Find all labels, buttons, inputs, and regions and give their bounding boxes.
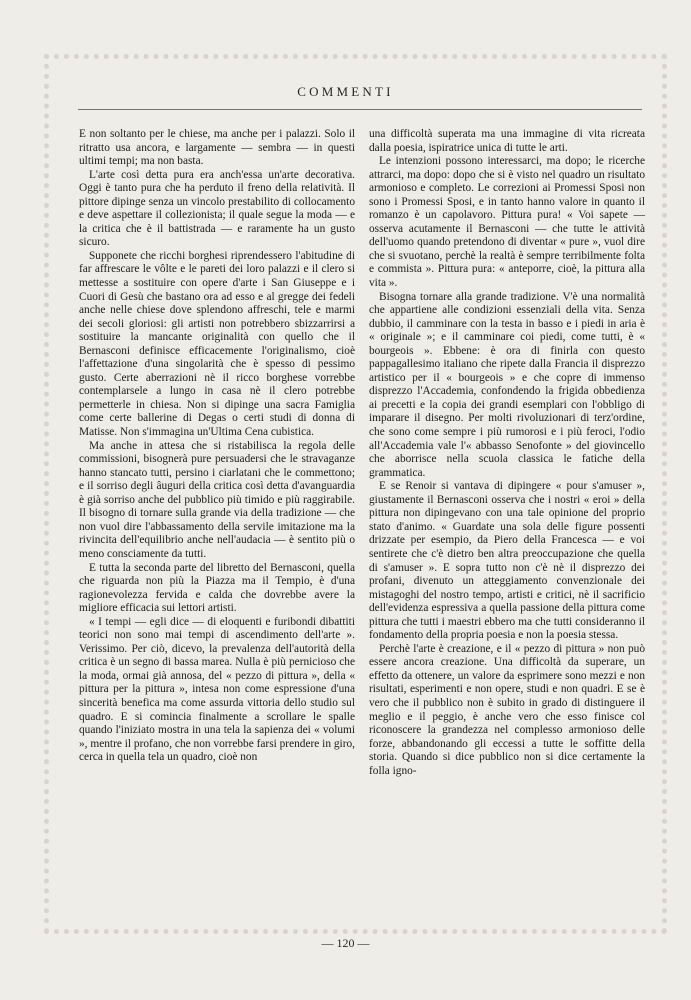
paragraph: Supponete che ricchi borghesi riprendessero l'abitudine di far affrescare le vôlte e le pareti dei loro palazzi e il clero si mettesse a sostituire con opere d'arte i San Giuseppe e i Cuori di Gesù che bastano ora ad esso e al gregge dei fedeli anche nelle chiese dove splendono affreschi, tele e marmi dei secoli gloriosi: gli artisti non potrebbero sbizzarrirsi a sostituire la mancante originalità con quello che il Bernasconi definisce efficacemente l'originalismo, cioè l'affettazione d'una singolarità che è spesso di pessimo gusto. Certe aberrazioni nè il ricco borghese vorrebbe contemplarsele a lungo in casa nè il clero potrebbe permetterle in chiesa. Non si dipinge una sacra Famiglia come certe ballerine di Degas o certi studi di donna di Matisse. Non s'immagina un'Ultima Cena cubistica.	[79, 249, 355, 439]
paragraph: Bisogna tornare alla grande tradizione. V'è una normalità che appartiene alle condizioni essenziali della vita. Senza dubbio, il camminare con la testa in basso e i piedi in aria è « originale »; e il camminare coi piedi, come tutti, è « bourgeois ». Ebbene: è ora di finirla con questo pappagallesimo italiano che ripete dalla Francia il disprezzo artistico per il « bourgeois » e che copre di immenso disprezzo l'Accademia, confondendo la frigida obbedienza ai precetti e la copia dei grandi esemplari con l'obbligo di imparare il disegno. Per molti rivoluzionari di terz'ordine, che sono come sempre i più rumorosi e i più feroci, l'odio all'Accademia vale l'« abbasso Senofonte » del giovincello che aborrisce nella scuola classica le fatiche della grammatica.	[369, 290, 645, 479]
paragraph: E se Renoir si vantava di dipingere « pour s'amuser », giustamente il Bernasconi osserva che i nostri « eroi » della pittura non dipingevano con una tale opinione del proprio stato d'animo. « Guardate una sola delle figure possenti drizzate per esempio, da Piero della Francesca — e voi sentirete che c'è dietro ben altra preoccupazione che quella di s'amuser ». E sopra tutto non c'è nè il disprezzo dei profani, divenuto un atteggiamento convenzionale dei mistagoghi del nostro tempo, artisti e critici, nè il sacrificio dell'evidenza espressiva a quella passione della pittura come pittura che tutti i maestri ebbero ma che tutti consideranno il fondamento della propria poesia e non la poesia stessa.	[369, 480, 645, 642]
paragraph: Perchè l'arte è creazione, e il « pezzo di pittura » non può essere ancora creazione. Una difficoltà da superare, un effetto da ottenere, un valore da esprimere sono mezzi e non risultati, esperimenti e non opere, studi e non quadri. E se è vero che il pubblico non è subito in grado di distinguere il meglio e il peggio, è anche vero che esso finisce col riconoscere la grandezza nel complesso armonioso delle forze, abbandonando gli eccessi a tutte le soffitte della storia. Quando si dice pubblico non si dice certamente la folla igno-	[369, 642, 645, 777]
paragraph: E non soltanto per le chiese, ma anche per i palazzi. Solo il ritratto usa ancora, e largamente — sembra — in questi ultimi tempi; ma non basta.	[79, 128, 355, 168]
paragraph: L'arte così detta pura era anch'essa un'arte decorativa. Oggi è tanto pura che ha perduto il freno della relatività. Il pittore dipinge senza un vincolo prestabilito di collocamento e deve aspettare il collezionista; il quale segue la moda — e la critica che è il battistrada — e raramente ha un gusto sicuro.	[79, 168, 355, 249]
paragraph: E tutta la seconda parte del libretto del Bernasconi, quella che riguarda non più la Piazza ma il Tempio, è d'una ragionevolezza fervida e calda che dovrebbe avere la migliore efficacia sui lettori artisti.	[79, 561, 355, 615]
paragraph: « I tempi — egli dice — di eloquenti e furibondi dibattiti teorici non sono mai tempi di ascendimento dell'arte ». Verissimo. Per ciò, dicevo, la prevalenza dell'autorità della critica è un segno di bassa marea. Nulla è più pernicioso che la moda, ormai già annosa, del « pezzo di pittura », della « pittura per la pittura », intesa non come espressione d'una sincerità benefica ma come assurda vittoria dello studio sul quadro. E si comincia finalmente a scrollare le spalle quando l'iniziato mostra in una tela la sapienza dei « volumi », mentre il profano, che non vorrebbe farsi prendere in giro, cerca in quella tela un quadro, cioè non	[79, 615, 355, 764]
paragraph: Ma anche in attesa che si ristabilisca la regola delle commissioni, bisognerà pure persuadersi che le stravaganze hanno stancato tutti, persino i ciarlatani che le commettono; e il sorriso degli âuguri della critica così detta d'avanguardia è già sorriso anche del pubblico più timido e più raggirabile. Il bisogno di tornare sulla grande via della tradizione — che non vuol dire l'abbassamento della servile imitazione ma la rivincita dell'equilibrio anche nell'audacia — è sentito più o meno consciamente da tutti.	[79, 439, 355, 560]
running-header: COMMENTI	[297, 84, 394, 99]
paragraph: Le intenzioni possono interessarci, ma dopo; le ricerche attrarci, ma dopo: dopo che si è visto nel quadro un risultato armonioso e completo. Le correzioni ai Promessi Sposi non sono i Promessi Sposi, e in tanto hanno valore in quanto il romanzo è un capolavoro. Pittura pura! « Voi sapete — osserva acutamente il Bernasconi — che tutte le attività dell'uomo quando pretendono di diventar « pure », vuol dire che si svuotano, perchè la realtà è sempre terribilmente folta e commista ». Pittura pura: « anteporre, cioè, la pittura alla vita ».	[369, 155, 645, 290]
paragraph: una difficoltà superata ma una immagine di vita ricreata dalla poesia, ispiratrice unica di tutte le arti.	[369, 128, 645, 154]
left-column	[79, 128, 355, 765]
header-rule	[78, 109, 642, 110]
right-column	[369, 128, 645, 778]
page-number: — 120 —	[321, 936, 370, 950]
